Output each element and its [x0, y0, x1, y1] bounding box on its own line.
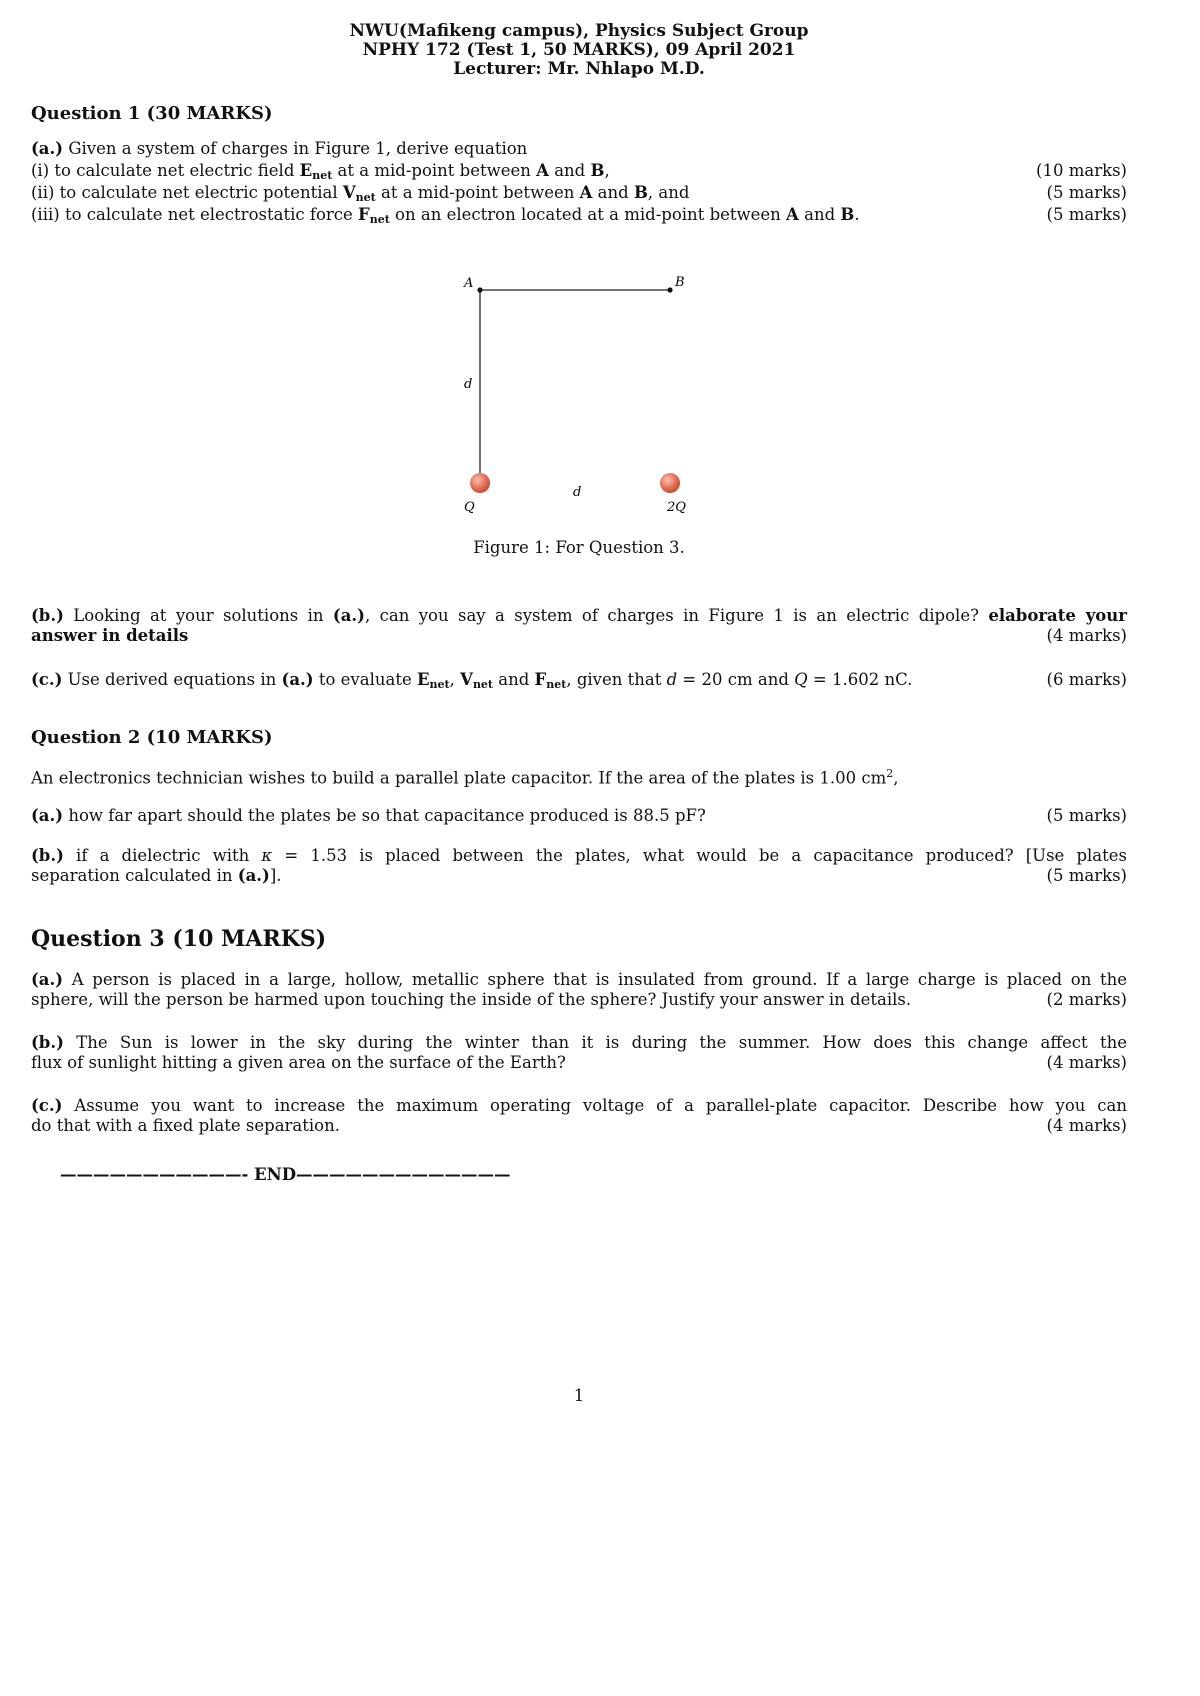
q3-c-text-2: do that with a fixed plate separation. — [31, 1116, 340, 1135]
q2-b-block — [31, 846, 1127, 886]
label-b: B — [675, 275, 685, 290]
q1-b-text: Looking at your solutions in — [73, 606, 333, 625]
q-variable: Q — [794, 670, 808, 689]
q3-b-text: The Sun is lower in the sky during the winter than it is during the summer. How does this change affect the — [76, 1033, 1127, 1052]
e-symbol: E — [299, 161, 313, 180]
q2-intro-text: An electronics technician wishes to build a parallel plate capacitor. If the area of the plates is 1.00 cm — [31, 768, 887, 788]
end-marker: ———————————- END————————————— — [60, 1165, 511, 1184]
document-header — [0, 22, 1158, 79]
v-symbol: V — [342, 183, 356, 202]
header-line-3: Lecturer: Mr. Nhlapo M.D. — [453, 59, 705, 79]
q1-c-line — [31, 670, 1127, 695]
q1-c-text-2: to evaluate — [313, 670, 417, 689]
q2-b-ref: (a.) — [237, 866, 270, 885]
superscript-2: 2 — [886, 767, 894, 780]
q1-i-text: (i) to calculate net electric field — [31, 161, 300, 180]
q1-b-marks: (4 marks) — [1046, 626, 1127, 645]
net-subscript: net — [355, 191, 376, 204]
f-symbol: F — [358, 205, 370, 224]
charge-q-sphere — [470, 473, 490, 493]
q1-b-ref: (a.) — [332, 606, 365, 625]
q3-a-text: A person is placed in a large, hollow, metallic sphere that is insulated from ground. If a large charge is placed on the — [71, 970, 1128, 989]
q3-c-label: (c.) — [31, 1096, 63, 1115]
q1-ii-marks: (5 marks) — [1046, 183, 1127, 202]
net-subscript: net — [369, 213, 390, 226]
question-3-title: Question 3 (10 MARKS) — [31, 926, 327, 952]
q3-a-label: (a.) — [31, 970, 64, 989]
charge-system-figure — [420, 255, 710, 515]
f-symbol: F — [534, 670, 547, 689]
figure-caption: Figure 1: For Question 3. — [473, 538, 685, 557]
label-d-vertical: d — [464, 377, 473, 392]
label-charge-2q: 2Q — [667, 500, 686, 515]
q1-ii-text-3: and — [592, 183, 634, 202]
q1-iii-line — [31, 205, 1127, 230]
q1-c-text-4: = 20 cm and — [677, 670, 795, 689]
q1-c-ref: (a.) — [281, 670, 314, 689]
q1-iii-marks: (5 marks) — [1046, 205, 1127, 224]
and-word: and — [493, 670, 535, 689]
q1-c-text-3: , given that — [566, 670, 667, 689]
q1-b-block — [31, 606, 1127, 646]
q2-b-text-2: = 1.53 is placed between the plates, what would be a capacitance produced? [Use plates — [272, 846, 1127, 865]
q1-c-text: Use derived equations in — [67, 670, 282, 689]
q1-iii-text-3: and — [798, 205, 841, 224]
q3-a-text-2: sphere, will the person be harmed upon touching the inside of the sphere? Justify your answer in details. — [31, 990, 912, 1009]
q1-c-text-5: = 1.602 nC. — [807, 670, 913, 689]
q1-ii-text-2: at a mid-point between — [375, 183, 580, 202]
q3-c-text: Assume you want to increase the maximum operating voltage of a parallel-plate capacitor. Describe how you can — [74, 1096, 1128, 1115]
q1-i-text-2: at a mid-point between — [332, 161, 537, 180]
point-a-ref: A — [579, 183, 593, 202]
q2-a-line — [31, 806, 1127, 826]
q1-c-label: (c.) — [31, 670, 63, 689]
q1-iii-text: (iii) to calculate net electrostatic force — [31, 205, 359, 224]
separator: , — [449, 670, 461, 689]
net-subscript: net — [429, 678, 450, 691]
point-b-ref: B — [633, 183, 648, 202]
charge-2q-sphere — [660, 473, 680, 493]
q2-b-text-4: ]. — [269, 866, 282, 885]
question-2-title: Question 2 (10 MARKS) — [31, 727, 273, 748]
point-a-ref: A — [786, 205, 799, 224]
q1-c-marks: (6 marks) — [1046, 670, 1127, 689]
q1-a-text: Given a system of charges in Figure 1, derive equation — [68, 139, 528, 158]
q1-ii-text: (ii) to calculate net electric potential — [31, 183, 343, 202]
header-line-1: NWU(Mafikeng campus), Physics Subject Group — [349, 21, 809, 41]
net-subscript: net — [312, 169, 333, 182]
point-a-ref: A — [536, 161, 549, 180]
q2-a-marks: (5 marks) — [1046, 806, 1127, 825]
header-line-2: NPHY 172 (Test 1, 50 MARKS), 09 April 2021 — [362, 40, 796, 60]
net-subscript: net — [472, 678, 494, 691]
q2-a-text: how far apart should the plates be so that capacitance produced is 88.5 pF? — [68, 806, 706, 825]
point-a-dot — [477, 287, 482, 292]
q2-intro-end: , — [893, 768, 899, 788]
point-b-dot — [667, 287, 672, 292]
q3-c-block — [31, 1096, 1127, 1136]
q2-intro — [31, 764, 1127, 789]
q2-b-label: (b.) — [31, 846, 64, 865]
d-variable: d — [666, 670, 678, 689]
q1-b-label: (b.) — [31, 606, 64, 625]
q1-i-text-3: and — [548, 161, 591, 180]
label-charge-q: Q — [464, 500, 475, 515]
e-symbol: E — [416, 670, 430, 689]
q2-b-marks: (5 marks) — [1046, 866, 1127, 885]
q3-a-block — [31, 970, 1127, 1010]
kappa-symbol: κ — [261, 846, 273, 865]
q1-a-intro — [31, 139, 1127, 159]
q3-a-marks: (2 marks) — [1046, 990, 1127, 1009]
q3-b-text-2: flux of sunlight hitting a given area on the surface of the Earth? — [31, 1053, 566, 1072]
v-symbol: V — [460, 670, 473, 689]
q1-b-emphasis: elaborate your — [988, 606, 1128, 625]
q1-ii-text-4: , and — [647, 183, 690, 202]
q1-iii-text-4: . — [854, 205, 860, 224]
q1-b-emphasis-2: answer in details — [31, 626, 189, 645]
q2-a-label: (a.) — [31, 806, 64, 825]
q1-iii-text-2: on an electron located at a mid-point between — [389, 205, 787, 224]
q3-b-block — [31, 1033, 1127, 1073]
q1-i-marks: (10 marks) — [1036, 161, 1127, 180]
q3-c-marks: (4 marks) — [1046, 1116, 1127, 1135]
q2-b-text: if a dielectric with — [76, 846, 262, 865]
label-a: A — [464, 276, 474, 291]
q1-a-label: (a.) — [31, 139, 64, 158]
q3-b-label: (b.) — [31, 1033, 64, 1052]
page-number: 1 — [573, 1386, 585, 1405]
q1-i-text-4: , — [604, 161, 610, 180]
q1-b-text-2: , can you say a system of charges in Figure 1 is an electric dipole? — [364, 606, 989, 625]
q2-b-text-3: separation calculated in — [31, 866, 238, 885]
net-subscript: net — [546, 678, 567, 691]
point-b-ref: B — [840, 205, 855, 224]
question-1-title: Question 1 (30 MARKS) — [31, 103, 273, 124]
q3-b-marks: (4 marks) — [1046, 1053, 1127, 1072]
label-d-horizontal: d — [573, 485, 582, 500]
point-b-ref: B — [590, 161, 605, 180]
